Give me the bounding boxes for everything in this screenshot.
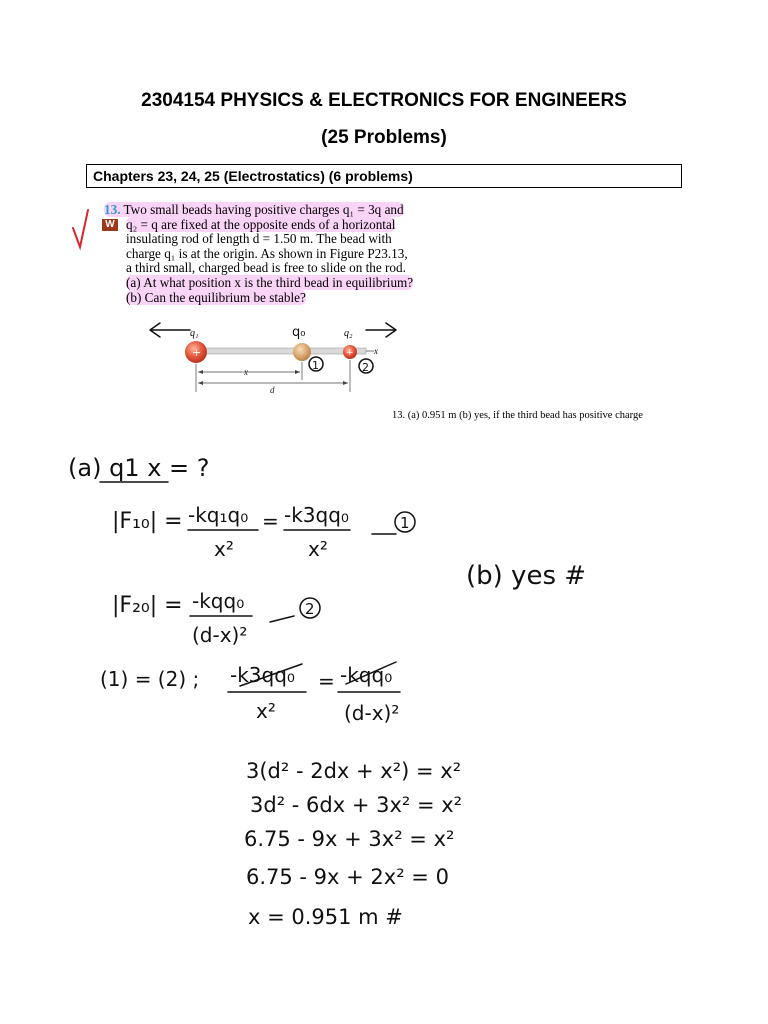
algebra-step-4: 6.75 - 9x + 2x² = 0 <box>246 865 449 889</box>
eq2-tag: 2 <box>305 600 315 618</box>
part-a-line: (a) q1 x = ? <box>68 454 210 482</box>
eq2-denominator: (d-x)² <box>192 623 248 647</box>
problem-number: 13. <box>104 202 121 217</box>
d-dimension-label: d <box>270 385 275 395</box>
eq1-numerator-2: -k3qq₀ <box>284 503 349 527</box>
problem-line-2: q₂ = q are fixed at the opposite ends of a horizontal <box>126 216 396 232</box>
algebra-step-1: 3(d² - 2dx + x²) = x² <box>246 759 462 783</box>
algebra-step-2: 3d² - 6dx + 3x² = x² <box>250 793 463 817</box>
comb-denominator-2: (d-x)² <box>344 701 400 725</box>
problem-line-1: Two small beads having positive charges q₁ = 3q and <box>123 202 404 217</box>
q2-label: q₂ <box>344 328 353 339</box>
eq1-lhs: |F₁₀| = <box>112 509 183 534</box>
algebra-step-3: 6.75 - 9x + 3x² = x² <box>244 827 455 851</box>
axis-x-label: x <box>374 346 378 356</box>
mark-1-text: 1 <box>312 359 319 372</box>
problem-line-7: (b) Can the equilibrium be stable? <box>126 289 306 305</box>
eq1-denominator-1: x² <box>214 537 234 561</box>
problem-line-6: (a) At what position x is the third bead in equilibrium? <box>126 274 414 290</box>
problem-line-5: a third small, charged bead is free to slide on the rod. <box>126 260 406 276</box>
worked-example-badge: W <box>102 219 118 231</box>
arrow-line <box>270 616 294 622</box>
chapter-section-box: Chapters 23, 24, 25 (Electrostatics) (6 problems) <box>86 164 682 188</box>
course-title: 2304154 PHYSICS & ELECTRONICS FOR ENGINEERS <box>141 90 627 111</box>
problem-line-4: charge q₁ is at the origin. As shown in Figure P23.13, <box>126 245 408 261</box>
eq2-lhs: |F₂₀| = <box>112 593 183 618</box>
plus-sign-icon: + <box>192 346 202 359</box>
eq1-tag: 1 <box>400 514 410 532</box>
final-result: x = 0.951 m # <box>248 905 403 929</box>
comb-numerator-1: -k3qq₀ <box>230 663 295 687</box>
equals-sign: = <box>318 669 335 693</box>
q0-handwritten-label: q₀ <box>292 325 306 340</box>
plus-sign-icon: + <box>346 348 354 358</box>
part-b-answer: (b) yes # <box>466 561 587 591</box>
problem-count: (25 Problems) <box>321 127 447 148</box>
problem-line-3: insulating rod of length d = 1.50 m. The bead with <box>126 231 392 247</box>
equals-sign: = <box>262 509 279 533</box>
eq2-numerator: -kqq₀ <box>192 589 245 613</box>
comb-numerator-2: -kqq₀ <box>340 663 393 687</box>
comb-denominator-1: x² <box>256 699 276 723</box>
x-dimension-label: x <box>244 367 248 377</box>
q1-label: q₁ <box>190 328 199 339</box>
eq1-numerator-1: -kq₁q₀ <box>188 503 249 527</box>
eq1-denominator-2: x² <box>308 537 328 561</box>
combine-label: (1) = (2) ; <box>100 667 200 691</box>
mark-2-text: 2 <box>362 361 369 374</box>
answer-key: 13. (a) 0.951 m (b) yes, if the third bead has positive charge <box>392 410 643 421</box>
